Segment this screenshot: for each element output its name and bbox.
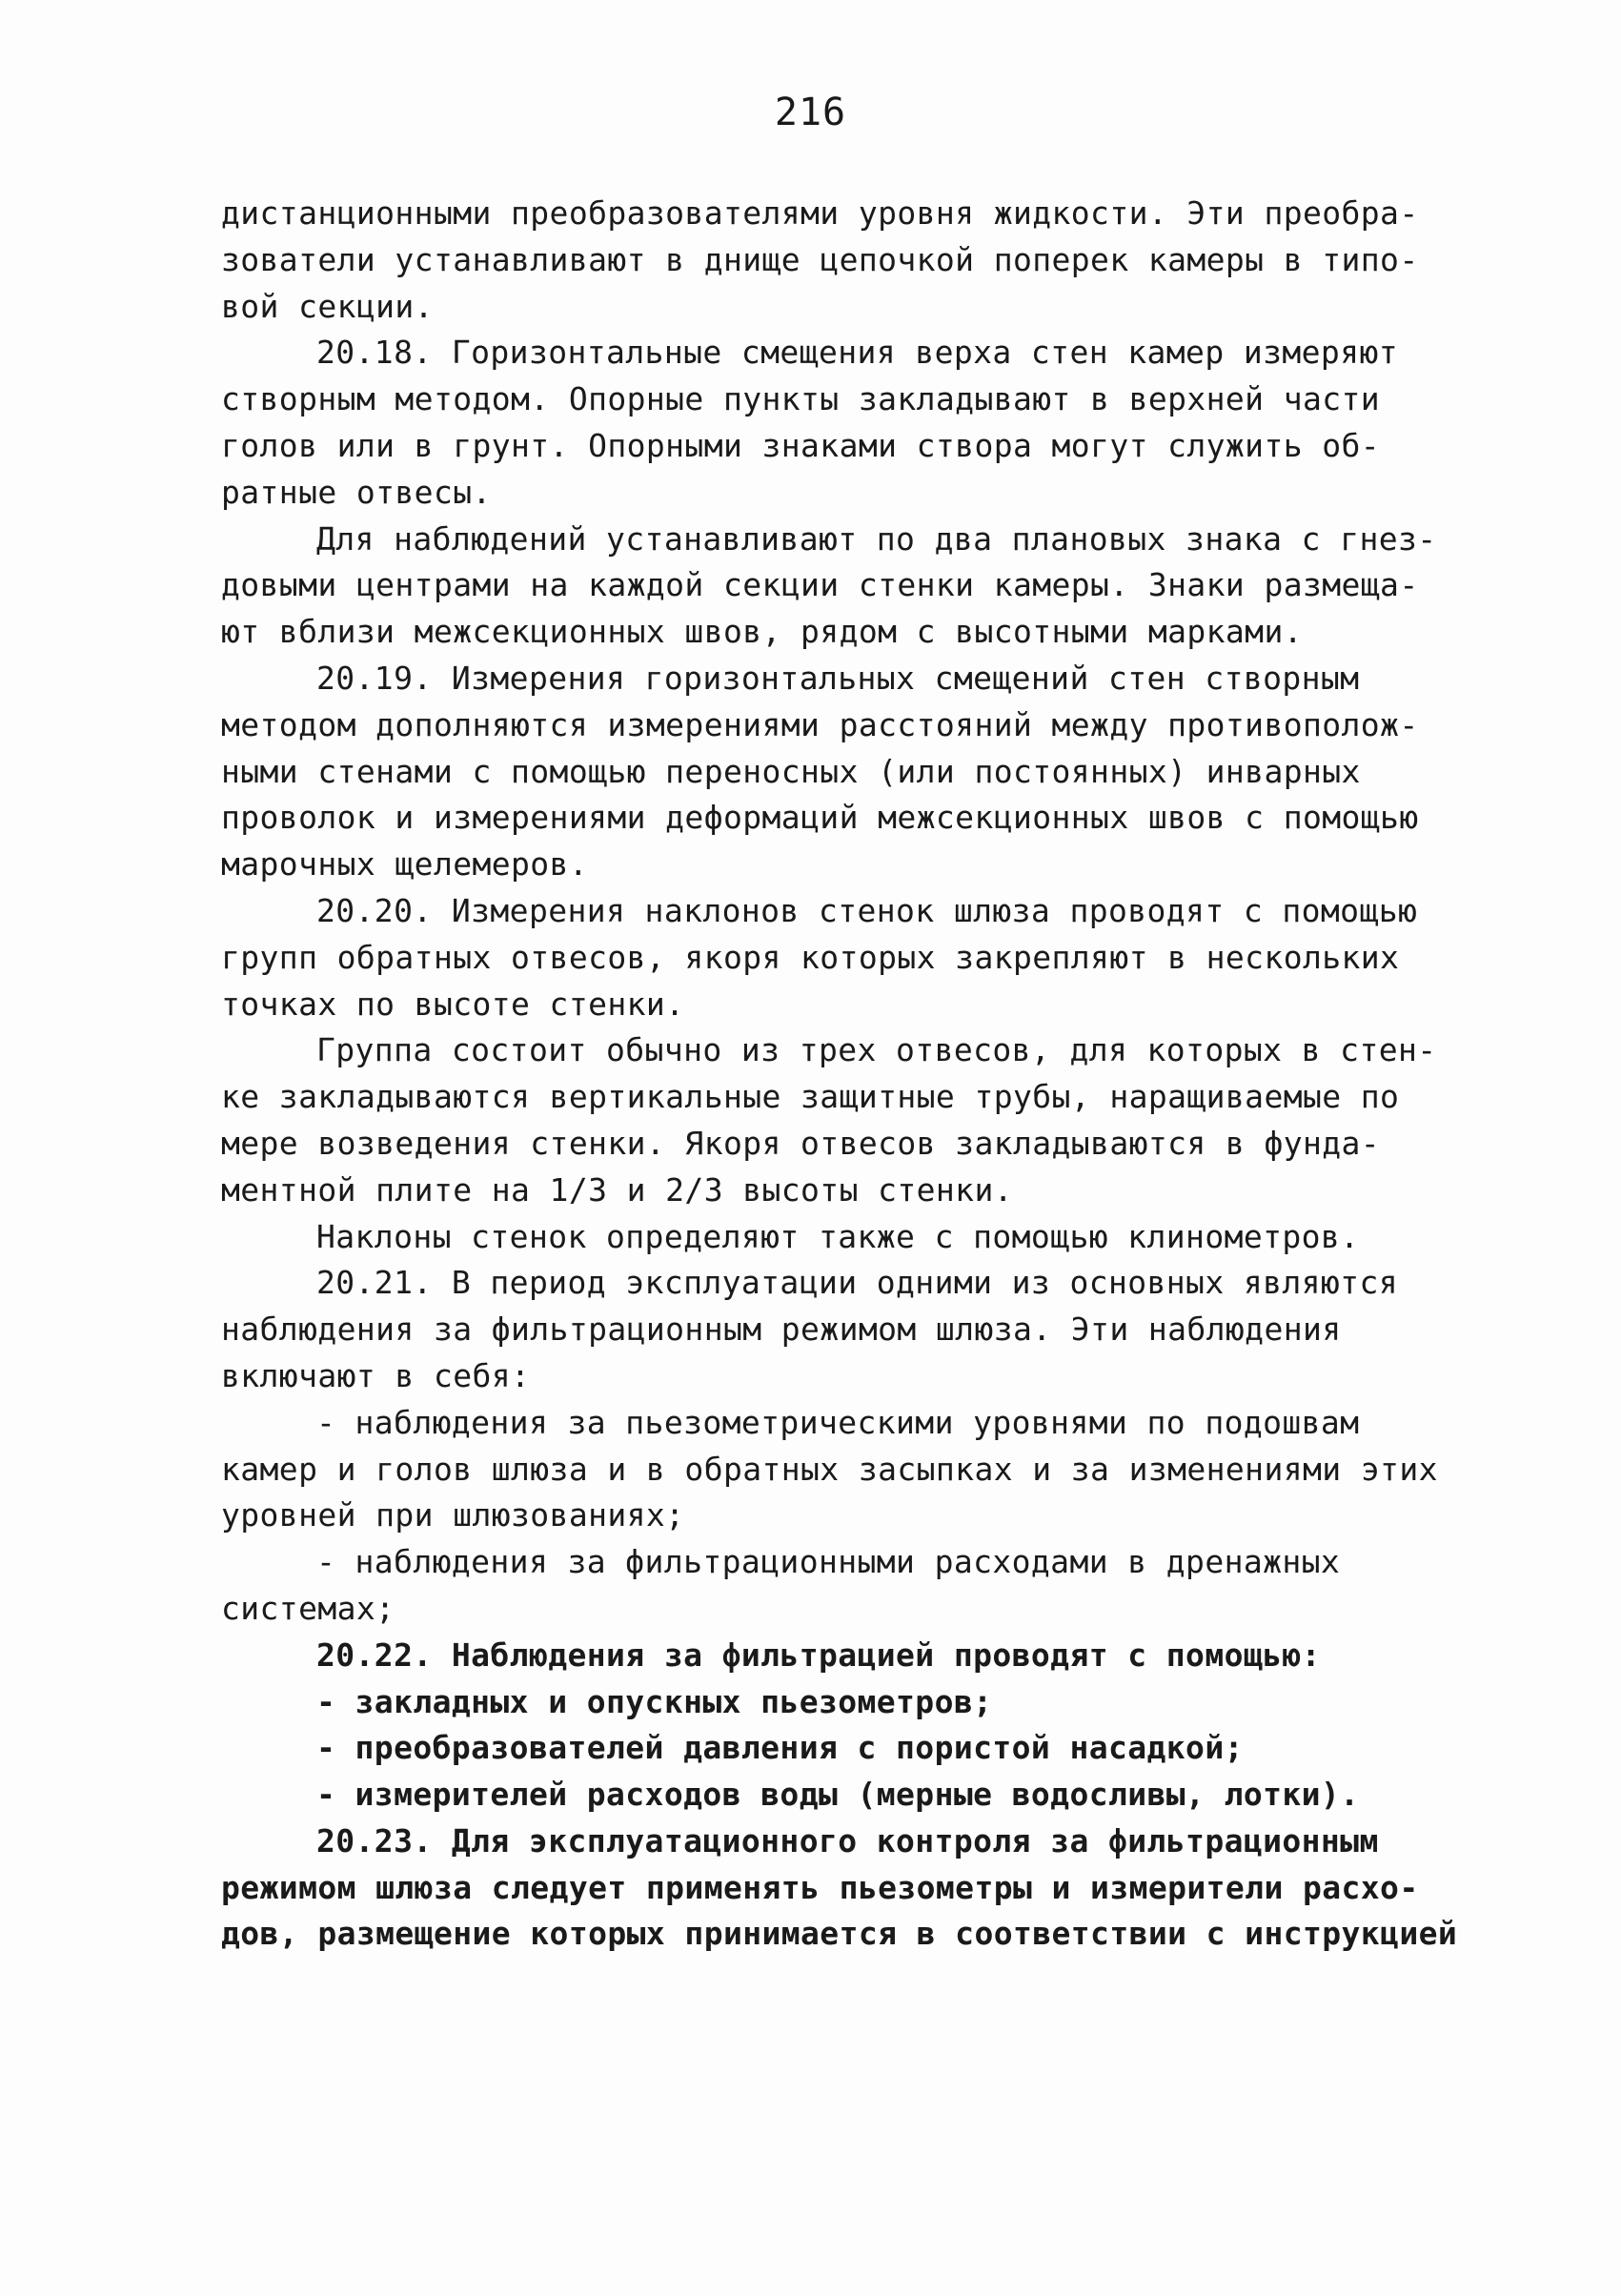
text-line: 20.18. Горизонтальные смещения верха стен камер измеряют [316,334,1398,372]
text-line: Для наблюдений устанавливают по два плановых знака с гнез- [316,519,1437,558]
text-line: 20.23. Для эксплуатационного контроля за фильтрационным [316,1821,1379,1859]
text-line: довыми центрами на каждой секции стенки камеры. Знаки размеща- [221,566,1419,604]
text-line: методом дополняются измерениями расстояний между противополож- [221,705,1419,743]
text-line: включают в себя: [221,1356,531,1394]
text-line: зователи устанавливают в днище цепочкой поперек камеры в типо- [221,240,1419,278]
text-line: режимом шлюза следует применять пьезометры и измерители расхо- [221,1868,1419,1906]
text-line: - преобразователей давления с пористой насадкой; [316,1729,1244,1767]
page-number: 216 [774,91,847,134]
text-line: вой секции. [221,287,434,325]
text-line: - наблюдения за пьезометрическими уровнями по подошвам [316,1403,1360,1441]
text-line: наблюдения за фильтрационным режимом шлюза. Эти наблюдения [221,1311,1342,1349]
text-line: створным методом. Опорные пункты закладывают в верхней части [221,380,1381,418]
text-line: мере возведения стенки. Якоря отвесов закладываются в фунда- [221,1124,1381,1162]
text-line: ными стенами с помощью переносных (или постоянных) инварных [221,752,1361,790]
text-line: дов, размещение которых принимается в соответствии с инструкцией [221,1915,1458,1953]
text-line: ют вблизи межсекционных швов, рядом с высотными марками. [221,613,1303,651]
text-line: 20.20. Измерения наклонов стенок шлюза проводят с помощью [316,891,1418,929]
text-line: системах; [221,1589,395,1627]
text-line: дистанционными преобразователями уровня жидкости. Эти преобра- [221,194,1419,232]
text-line: уровней при шлюзованиях; [221,1496,685,1534]
text-line: - наблюдения за фильтрационными расходами в дренажных [316,1543,1341,1581]
text-line: проволок и измерениями деформаций межсекционных швов с помощью [221,799,1419,837]
text-line: 20.21. В период эксплуатации одними из основных являются [316,1264,1398,1302]
text-line: Наклоны стенок определяют также с помощью клинометров. [316,1217,1360,1255]
text-line: голов или в грунт. Опорными знаками створа могут служить об- [221,426,1381,464]
text-line: ке закладываются вертикальные защитные трубы, наращиваемые по [221,1078,1400,1116]
text-line: ментной плите на 1/3 и 2/3 высоты стенки. [221,1170,1013,1209]
text-line: 20.22. Наблюдения за фильтрацией проводят с помощью: [316,1636,1321,1674]
body-text [221,191,1460,1958]
text-line: групп обратных отвесов, якоря которых закрепляют в нескольких [221,938,1400,976]
text-line: камер и голов шлюза и в обратных засыпках и за изменениями этих [221,1450,1438,1488]
text-line: ратные отвесы. [221,473,492,511]
text-line: марочных щелемеров. [221,845,589,884]
text-line: - измерителей расходов воды (мерные водосливы, лотки). [316,1776,1360,1814]
text-line: 20.19. Измерения горизонтальных смещений стен створным [316,659,1360,697]
text-line: - закладных и опускных пьезометров; [316,1682,993,1720]
text-line: Группа состоит обычно из трех отвесов, для которых в стен- [316,1031,1437,1069]
text-line: точках по высоте стенки. [221,985,685,1023]
